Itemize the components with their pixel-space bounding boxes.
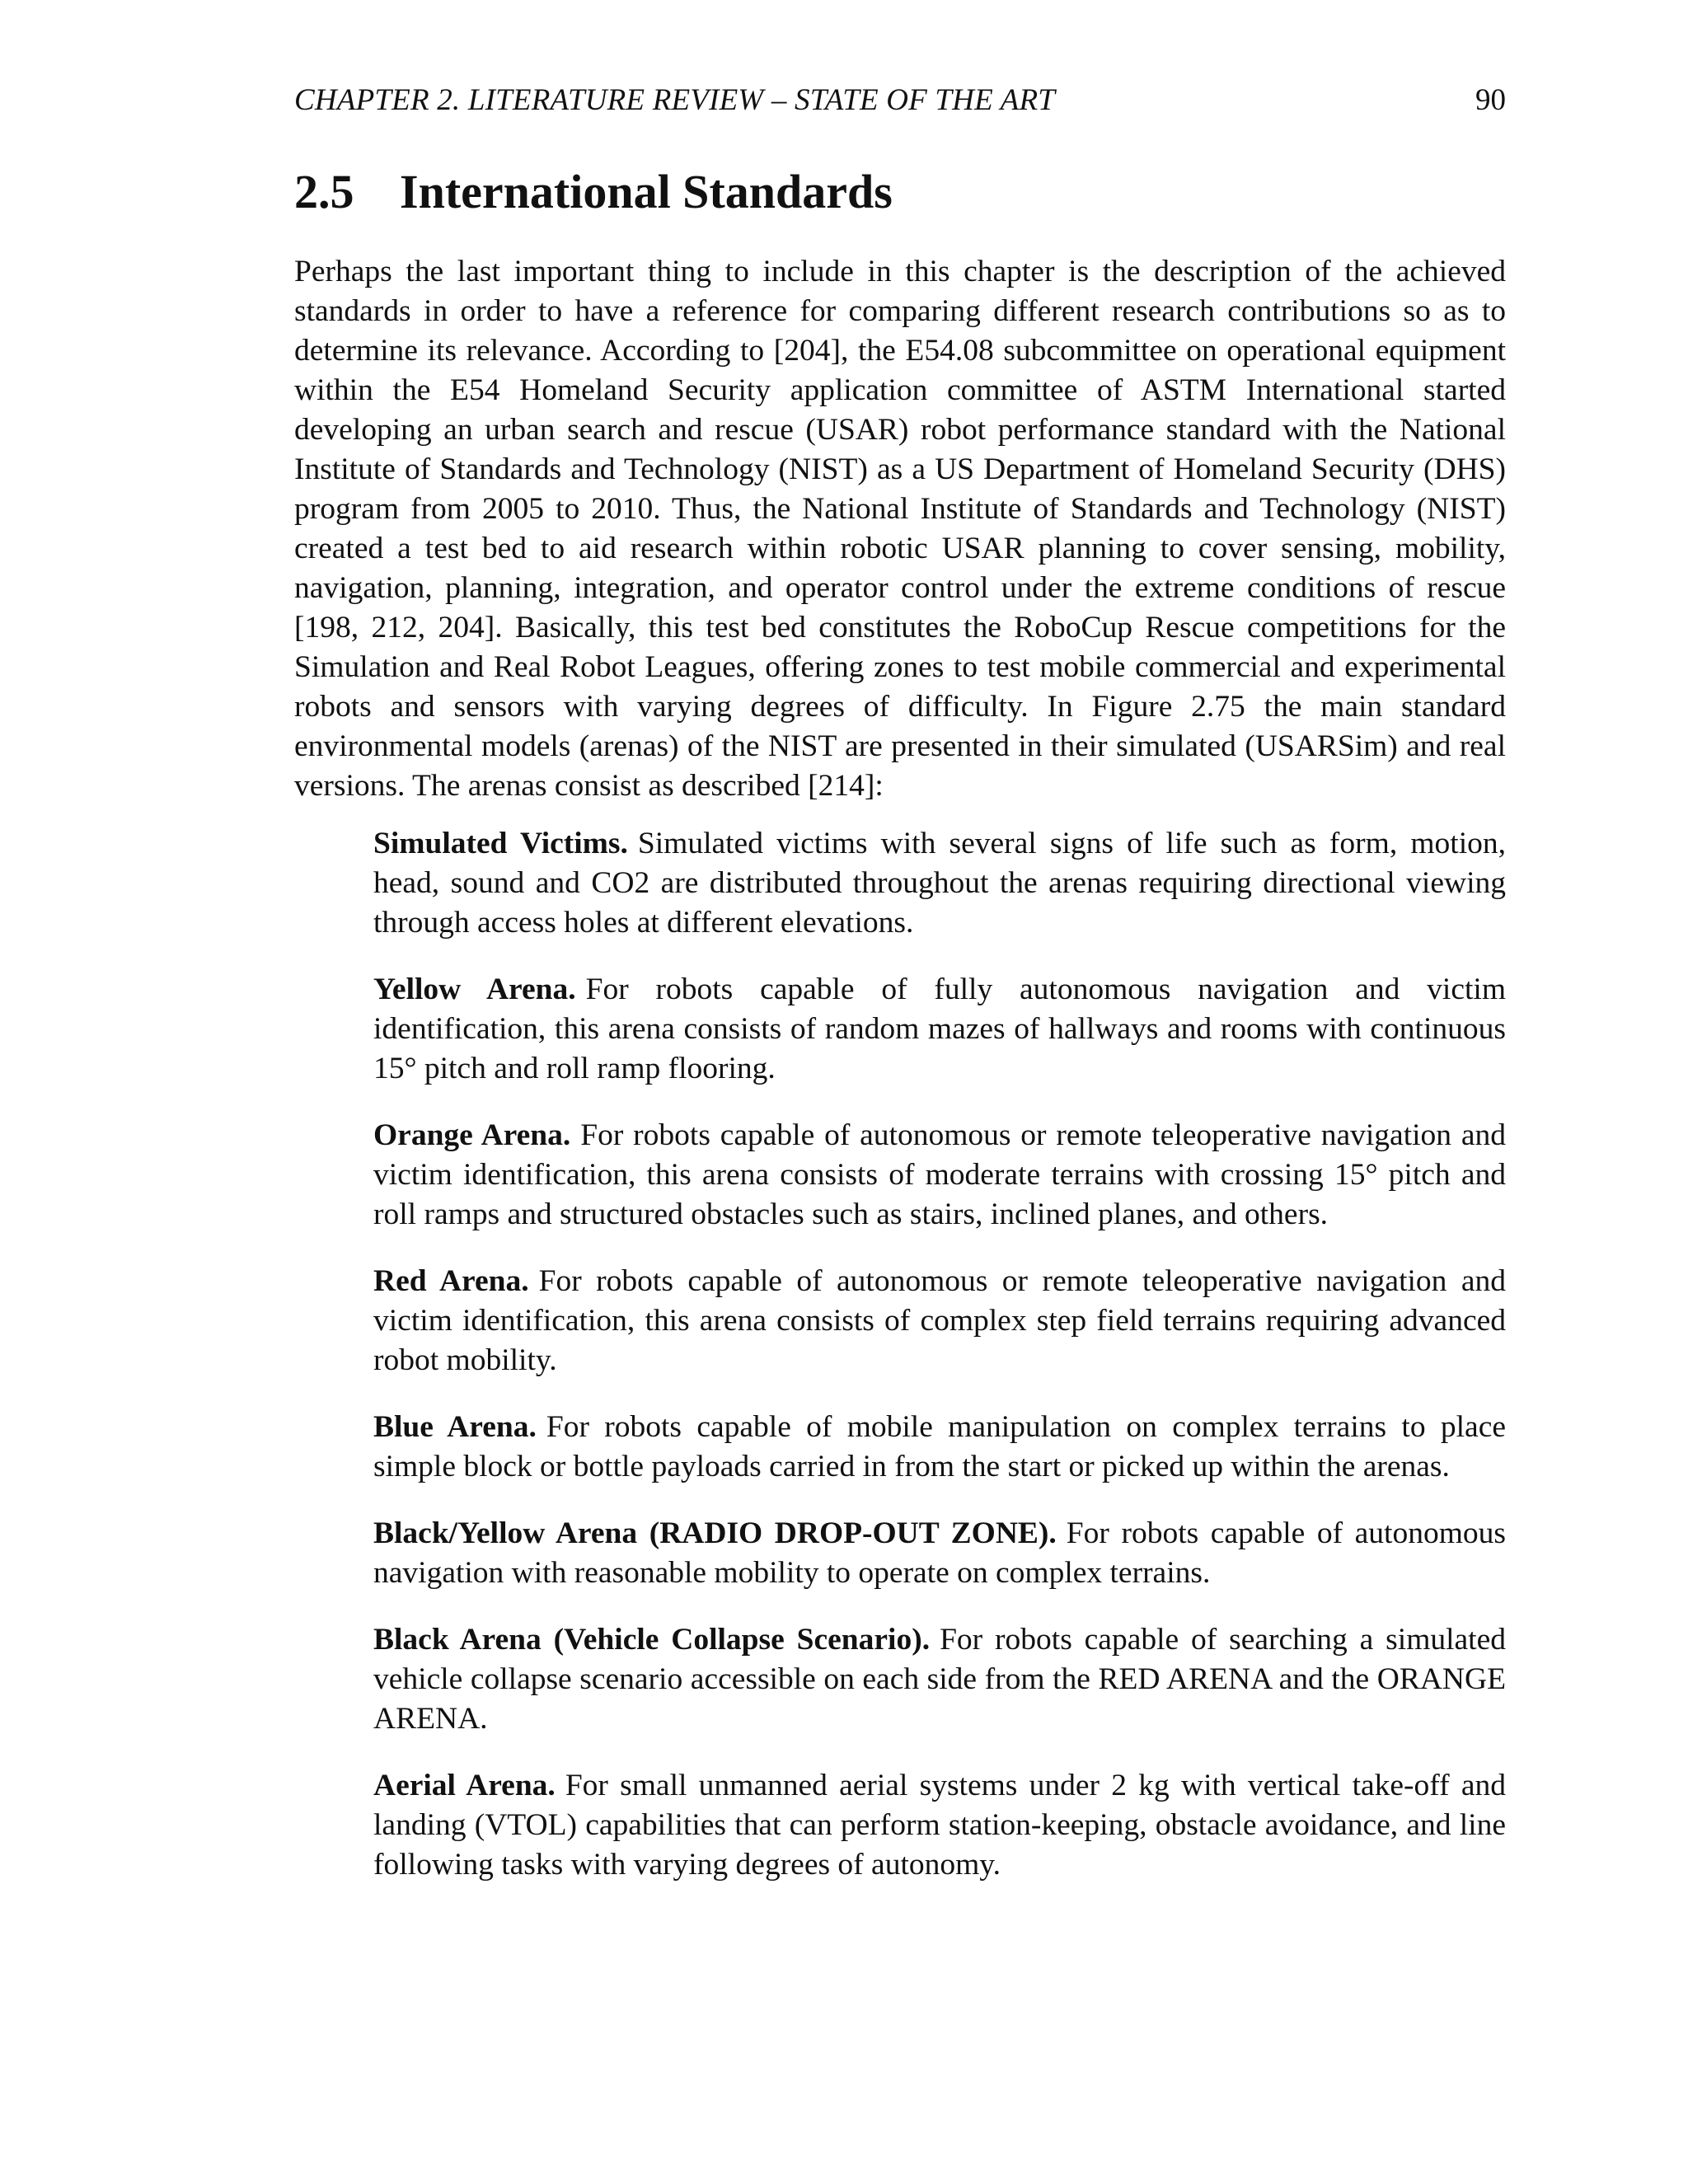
arena-description-list <box>373 824 1506 1912</box>
list-item <box>373 824 1506 943</box>
list-item <box>373 1620 1506 1739</box>
item-text: Simulated victims with several signs of life such as form, motion, head, sound and CO2 are distributed throughout the arenas requiring directional viewing through access holes at different elevations. <box>373 827 1506 940</box>
item-term: Blue Arena. <box>373 1410 537 1444</box>
running-header <box>294 81 1506 120</box>
item-term: Orange Arena. <box>373 1118 571 1152</box>
item-term: Red Arena. <box>373 1264 529 1298</box>
list-item <box>373 1766 1506 1885</box>
item-text: For small unmanned aerial systems under 2 kg with vertical take-off and landing (VTOL) capabilities that can perform station-keeping, obstacle avoidance, and line following tasks with varying degrees of autonomy. <box>373 1769 1506 1882</box>
item-text: For robots capable of mobile manipulation on complex terrains to place simple block or bottle payloads carried in from the start or picked up within the arenas. <box>373 1410 1506 1483</box>
item-term: Yellow Arena. <box>373 972 576 1006</box>
item-text: For robots capable of autonomous or remote teleoperative navigation and victim identification, this arena consists of moderate terrains with crossing 15° pitch and roll ramps and structured obstacles such as stairs, inclined planes, and others. <box>373 1118 1507 1231</box>
list-item <box>373 970 1506 1089</box>
list-item <box>373 1514 1506 1593</box>
item-text: For robots capable of searching a simulated vehicle collapse scenario accessible on each side from the RED ARENA and the ORANGE ARENA. <box>373 1623 1506 1736</box>
item-text: For robots capable of autonomous navigation with reasonable mobility to operate on complex terrains. <box>373 1516 1506 1590</box>
item-text: For robots capable of autonomous or remote teleoperative navigation and victim identification, this arena consists of complex step field terrains requiring advanced robot mobility. <box>373 1264 1507 1377</box>
item-text: For robots capable of fully autonomous navigation and victim identification, this arena consists of random mazes of hallways and rooms with continuous 15° pitch and roll ramp flooring. <box>373 972 1506 1085</box>
section-heading <box>294 163 893 221</box>
section-title: International Standards <box>400 165 893 218</box>
item-term: Black Arena (Vehicle Collapse Scenario). <box>373 1623 931 1657</box>
list-item <box>373 1116 1506 1235</box>
item-term: Black/Yellow Arena (RADIO DROP-OUT ZONE). <box>373 1516 1057 1550</box>
page-number: 90 <box>1475 83 1506 117</box>
list-item <box>373 1408 1506 1487</box>
list-item <box>373 1262 1506 1380</box>
item-term: Simulated Victims. <box>373 827 628 860</box>
section-number: 2.5 <box>294 165 354 218</box>
intro-paragraph: Perhaps the last important thing to include in this chapter is the description of the achieved standards in order to have a reference for comparing different research contributions so as to determine its relevance. According to [204], the E54.08 subcommittee on operational equipment within the E54 Homeland Security application committee of ASTM International started developing an urban search and rescue (USAR) robot performance standard with the National Institute of Standards and Technology (NIST) as a US Department of Homeland Security (DHS) program from 2005 to 2010. Thus, the National Institute of Standards and Technology (NIST) created a test bed to aid research within robotic USAR planning to cover sensing, mobility, navigation, planning, integration, and operator control under the extreme conditions of rescue [198, 212, 204]. Basically, this test bed constitutes the RoboCup Rescue competitions for the Simulation and Real Robot Leagues, offering zones to test mobile commercial and experimental robots and sensors with varying degrees of difficulty. In Figure 2.75 the main standard environmental models (arenas) of the NIST are presented in their simulated (USARSim) and real versions. The arenas consist as described [214]: <box>294 255 1506 803</box>
chapter-title: CHAPTER 2. LITERATURE REVIEW – STATE OF THE ART <box>294 83 1056 117</box>
item-term: Aerial Arena. <box>373 1769 556 1802</box>
